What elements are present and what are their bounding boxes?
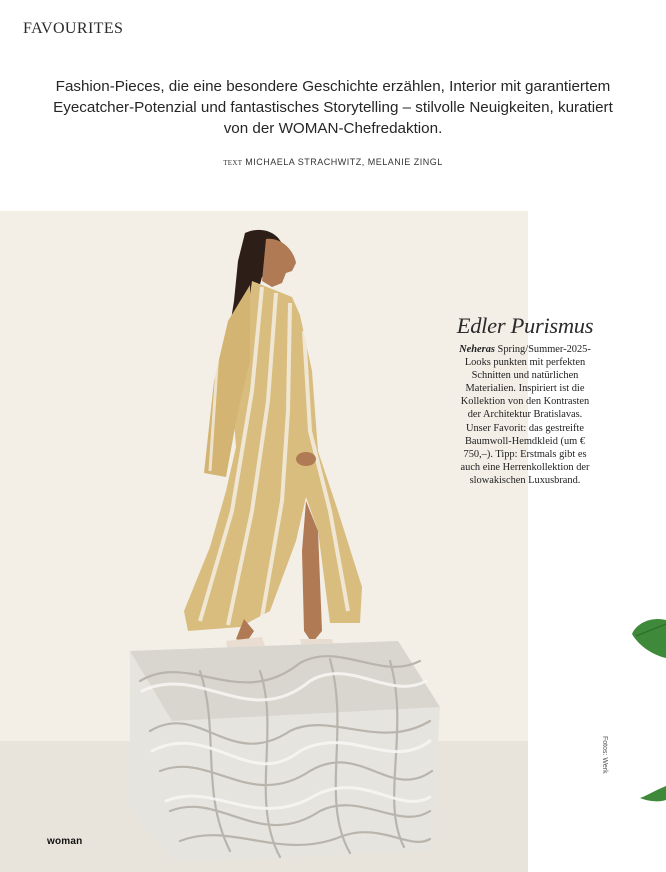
feature-sidebar [455, 313, 595, 487]
author-credit [0, 157, 666, 167]
magazine-logo: woman [47, 836, 83, 847]
intro-text: Fashion-Pieces, die eine besondere Geschichte erzählen, Interior mit garantiertem Eyecatcher-Potenzial und fantastisches Storytelling – stilvolle Neuigkeiten, kuratiert von der WOMAN-Chefredaktion. [53, 78, 613, 137]
section-label: FAVOURITES [23, 20, 124, 37]
leaf-decoration [620, 600, 666, 810]
feature-text: Spring/Summer-2025-Looks punkten mit perfekten Schnitten und natürlichen Materialien. Inspiriert ist die Kollektion von den Kontrasten der Architektur Bratislavas. Unser Favorit: das gestreifte Baumwoll-Hemdkleid (um € 750,–). Tipp: Erstmals gibt es auch eine Herrenkollektion der slowakischen Luxusbrand. [460, 344, 591, 486]
photo-credit: Fotos: Werk [601, 736, 608, 774]
feature-title: Edler Purismus [456, 313, 594, 338]
feature-body [455, 343, 595, 487]
feature-brand: Neheras [459, 344, 495, 355]
fashion-photo [0, 211, 528, 872]
credit-names: MICHAELA STRACHWITZ, MELANIE ZINGL [245, 157, 443, 167]
credit-prefix: TEXT [223, 159, 243, 167]
fashion-photo-illustration [0, 211, 528, 872]
